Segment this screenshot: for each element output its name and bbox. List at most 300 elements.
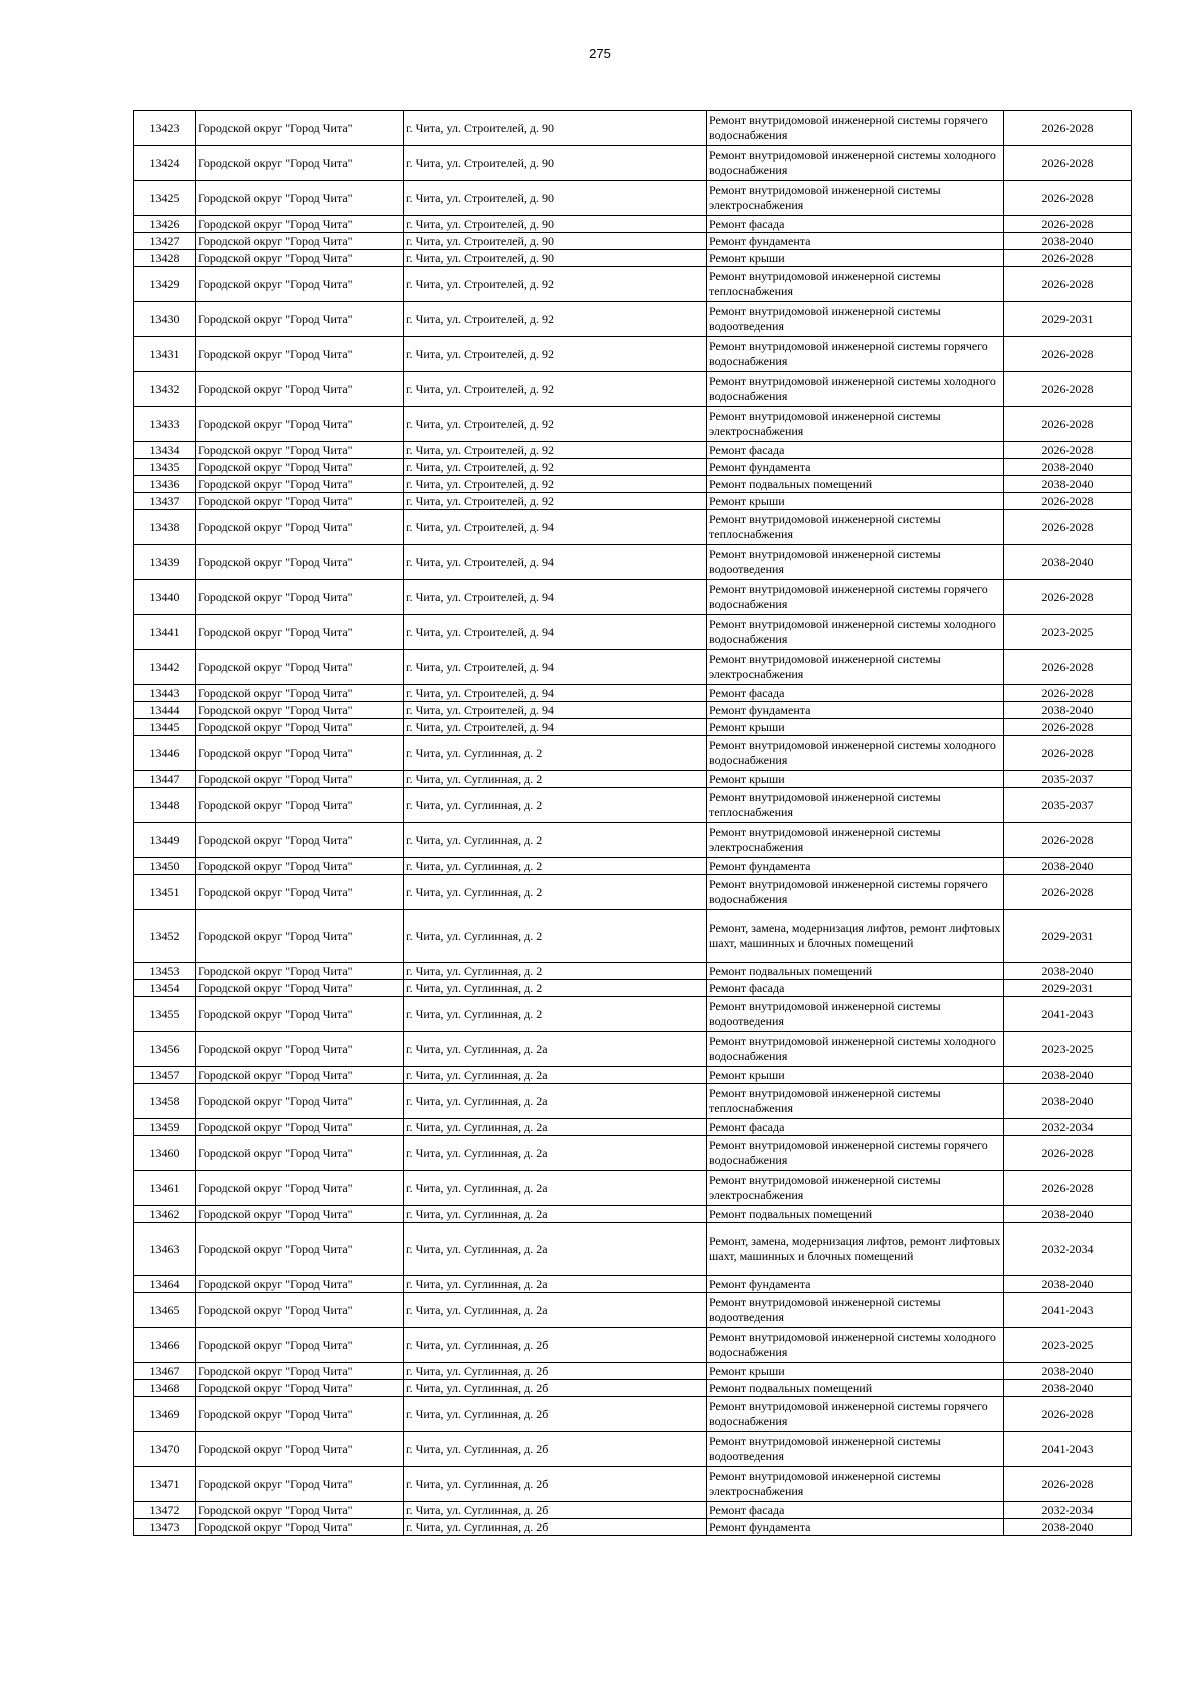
table-row [134, 1136, 1132, 1171]
table-row [134, 875, 1132, 910]
table-row [134, 685, 1132, 702]
period-cell: 2026-2028 [1004, 510, 1132, 545]
row-number: 13462 [134, 1206, 196, 1223]
work-type-cell: Ремонт внутридомовой инженерной системы горячего водоснабжения [707, 1397, 1004, 1432]
work-type-cell: Ремонт внутридомовой инженерной системы холодного водоснабжения [707, 372, 1004, 407]
table-row [134, 1397, 1132, 1432]
address-cell: г. Чита, ул. Суглинная, д. 2б [404, 1363, 707, 1380]
row-number: 13470 [134, 1432, 196, 1467]
row-number: 13453 [134, 963, 196, 980]
period-cell: 2038-2040 [1004, 545, 1132, 580]
work-type-cell: Ремонт внутридомовой инженерной системы электроснабжения [707, 823, 1004, 858]
municipality-cell: Городской округ "Город Чита" [196, 1432, 404, 1467]
work-type-cell: Ремонт внутридомовой инженерной системы холодного водоснабжения [707, 146, 1004, 181]
period-cell: 2035-2037 [1004, 788, 1132, 823]
work-type-cell: Ремонт фасада [707, 685, 1004, 702]
municipality-cell: Городской округ "Город Чита" [196, 1067, 404, 1084]
address-cell: г. Чита, ул. Суглинная, д. 2а [404, 1084, 707, 1119]
table-row [134, 997, 1132, 1032]
address-cell: г. Чита, ул. Суглинная, д. 2а [404, 1223, 707, 1276]
row-number: 13463 [134, 1223, 196, 1276]
period-cell: 2026-2028 [1004, 580, 1132, 615]
municipality-cell: Городской округ "Город Чита" [196, 1519, 404, 1536]
municipality-cell: Городской округ "Город Чита" [196, 1223, 404, 1276]
period-cell: 2026-2028 [1004, 181, 1132, 216]
municipality-cell: Городской округ "Город Чита" [196, 650, 404, 685]
municipality-cell: Городской округ "Город Чита" [196, 476, 404, 493]
table-row [134, 216, 1132, 233]
work-type-cell: Ремонт фасада [707, 1119, 1004, 1136]
table-row [134, 267, 1132, 302]
row-number: 13450 [134, 858, 196, 875]
repair-schedule-body [134, 111, 1132, 1536]
work-type-cell: Ремонт внутридомовой инженерной системы электроснабжения [707, 1171, 1004, 1206]
work-type-cell: Ремонт внутридомовой инженерной системы водоотведения [707, 1432, 1004, 1467]
table-row [134, 1223, 1132, 1276]
row-number: 13430 [134, 302, 196, 337]
municipality-cell: Городской округ "Город Чита" [196, 1328, 404, 1363]
row-number: 13441 [134, 615, 196, 650]
period-cell: 2038-2040 [1004, 233, 1132, 250]
row-number: 13439 [134, 545, 196, 580]
row-number: 13460 [134, 1136, 196, 1171]
table-row [134, 111, 1132, 146]
municipality-cell: Городской округ "Город Чита" [196, 407, 404, 442]
address-cell: г. Чита, ул. Суглинная, д. 2а [404, 1206, 707, 1223]
table-row [134, 1276, 1132, 1293]
period-cell: 2023-2025 [1004, 1032, 1132, 1067]
work-type-cell: Ремонт внутридомовой инженерной системы теплоснабжения [707, 267, 1004, 302]
address-cell: г. Чита, ул. Суглинная, д. 2 [404, 997, 707, 1032]
address-cell: г. Чита, ул. Строителей, д. 94 [404, 702, 707, 719]
municipality-cell: Городской округ "Город Чита" [196, 615, 404, 650]
municipality-cell: Городской округ "Город Чита" [196, 510, 404, 545]
repair-schedule-table [133, 110, 1132, 1536]
table-row [134, 736, 1132, 771]
period-cell: 2026-2028 [1004, 216, 1132, 233]
work-type-cell: Ремонт внутридомовой инженерной системы электроснабжения [707, 407, 1004, 442]
table-row [134, 442, 1132, 459]
work-type-cell: Ремонт подвальных помещений [707, 1206, 1004, 1223]
row-number: 13435 [134, 459, 196, 476]
work-type-cell: Ремонт, замена, модернизация лифтов, ремонт лифтовых шахт, машинных и блочных помещений [707, 910, 1004, 963]
period-cell: 2038-2040 [1004, 1519, 1132, 1536]
row-number: 13458 [134, 1084, 196, 1119]
address-cell: г. Чита, ул. Строителей, д. 94 [404, 510, 707, 545]
address-cell: г. Чита, ул. Суглинная, д. 2а [404, 1276, 707, 1293]
work-type-cell: Ремонт внутридомовой инженерной системы холодного водоснабжения [707, 736, 1004, 771]
table-row [134, 250, 1132, 267]
table-row [134, 1502, 1132, 1519]
table-row [134, 615, 1132, 650]
municipality-cell: Городской округ "Город Чита" [196, 1136, 404, 1171]
table-row [134, 1519, 1132, 1536]
municipality-cell: Городской округ "Город Чита" [196, 216, 404, 233]
table-row [134, 1067, 1132, 1084]
page-number: 275 [589, 46, 611, 61]
work-type-cell: Ремонт внутридомовой инженерной системы горячего водоснабжения [707, 111, 1004, 146]
period-cell: 2035-2037 [1004, 771, 1132, 788]
work-type-cell: Ремонт подвальных помещений [707, 1380, 1004, 1397]
period-cell: 2032-2034 [1004, 1119, 1132, 1136]
table-row [134, 1119, 1132, 1136]
municipality-cell: Городской округ "Город Чита" [196, 233, 404, 250]
municipality-cell: Городской округ "Город Чита" [196, 545, 404, 580]
period-cell: 2026-2028 [1004, 442, 1132, 459]
table-row [134, 476, 1132, 493]
municipality-cell: Городской округ "Город Чита" [196, 685, 404, 702]
period-cell: 2038-2040 [1004, 702, 1132, 719]
table-row [134, 545, 1132, 580]
table-row [134, 1206, 1132, 1223]
address-cell: г. Чита, ул. Суглинная, д. 2а [404, 1067, 707, 1084]
row-number: 13448 [134, 788, 196, 823]
row-number: 13437 [134, 493, 196, 510]
address-cell: г. Чита, ул. Строителей, д. 92 [404, 493, 707, 510]
table-row [134, 1380, 1132, 1397]
address-cell: г. Чита, ул. Суглинная, д. 2б [404, 1432, 707, 1467]
period-cell: 2026-2028 [1004, 407, 1132, 442]
work-type-cell: Ремонт внутридомовой инженерной системы водоотведения [707, 545, 1004, 580]
work-type-cell: Ремонт крыши [707, 1363, 1004, 1380]
period-cell: 2026-2028 [1004, 719, 1132, 736]
address-cell: г. Чита, ул. Строителей, д. 90 [404, 233, 707, 250]
municipality-cell: Городской округ "Город Чита" [196, 1084, 404, 1119]
address-cell: г. Чита, ул. Суглинная, д. 2а [404, 1171, 707, 1206]
row-number: 13447 [134, 771, 196, 788]
municipality-cell: Городской округ "Город Чита" [196, 1032, 404, 1067]
table-row [134, 1293, 1132, 1328]
table-row [134, 1328, 1132, 1363]
work-type-cell: Ремонт фундамента [707, 702, 1004, 719]
address-cell: г. Чита, ул. Суглинная, д. 2а [404, 1136, 707, 1171]
period-cell: 2026-2028 [1004, 1171, 1132, 1206]
table-row [134, 493, 1132, 510]
period-cell: 2023-2025 [1004, 1328, 1132, 1363]
period-cell: 2026-2028 [1004, 146, 1132, 181]
work-type-cell: Ремонт фундамента [707, 459, 1004, 476]
address-cell: г. Чита, ул. Суглинная, д. 2б [404, 1467, 707, 1502]
period-cell: 2038-2040 [1004, 1206, 1132, 1223]
address-cell: г. Чита, ул. Строителей, д. 92 [404, 459, 707, 476]
municipality-cell: Городской округ "Город Чита" [196, 788, 404, 823]
work-type-cell: Ремонт фасада [707, 442, 1004, 459]
table-row [134, 963, 1132, 980]
municipality-cell: Городской округ "Город Чита" [196, 1171, 404, 1206]
period-cell: 2026-2028 [1004, 372, 1132, 407]
table-row [134, 702, 1132, 719]
period-cell: 2029-2031 [1004, 980, 1132, 997]
row-number: 13464 [134, 1276, 196, 1293]
work-type-cell: Ремонт крыши [707, 719, 1004, 736]
municipality-cell: Городской округ "Город Чита" [196, 823, 404, 858]
period-cell: 2026-2028 [1004, 1136, 1132, 1171]
municipality-cell: Городской округ "Город Чита" [196, 459, 404, 476]
row-number: 13425 [134, 181, 196, 216]
table-row [134, 459, 1132, 476]
address-cell: г. Чита, ул. Суглинная, д. 2б [404, 1328, 707, 1363]
municipality-cell: Городской округ "Город Чита" [196, 875, 404, 910]
period-cell: 2041-2043 [1004, 1293, 1132, 1328]
row-number: 13442 [134, 650, 196, 685]
municipality-cell: Городской округ "Город Чита" [196, 963, 404, 980]
municipality-cell: Городской округ "Город Чита" [196, 980, 404, 997]
address-cell: г. Чита, ул. Суглинная, д. 2 [404, 771, 707, 788]
period-cell: 2038-2040 [1004, 1363, 1132, 1380]
address-cell: г. Чита, ул. Строителей, д. 92 [404, 302, 707, 337]
table-row [134, 858, 1132, 875]
municipality-cell: Городской округ "Город Чита" [196, 1276, 404, 1293]
period-cell: 2026-2028 [1004, 875, 1132, 910]
work-type-cell: Ремонт внутридомовой инженерной системы горячего водоснабжения [707, 580, 1004, 615]
table-row [134, 719, 1132, 736]
table-row [134, 510, 1132, 545]
work-type-cell: Ремонт внутридомовой инженерной системы водоотведения [707, 302, 1004, 337]
work-type-cell: Ремонт фасада [707, 1502, 1004, 1519]
address-cell: г. Чита, ул. Суглинная, д. 2 [404, 963, 707, 980]
table-row [134, 372, 1132, 407]
period-cell: 2038-2040 [1004, 459, 1132, 476]
work-type-cell: Ремонт внутридомовой инженерной системы теплоснабжения [707, 1084, 1004, 1119]
table-row [134, 823, 1132, 858]
row-number: 13452 [134, 910, 196, 963]
work-type-cell: Ремонт внутридомовой инженерной системы горячего водоснабжения [707, 337, 1004, 372]
row-number: 13427 [134, 233, 196, 250]
table-row [134, 1467, 1132, 1502]
address-cell: г. Чита, ул. Строителей, д. 94 [404, 650, 707, 685]
municipality-cell: Городской округ "Город Чита" [196, 910, 404, 963]
row-number: 13446 [134, 736, 196, 771]
work-type-cell: Ремонт фундамента [707, 1519, 1004, 1536]
municipality-cell: Городской округ "Город Чита" [196, 736, 404, 771]
table-row [134, 181, 1132, 216]
row-number: 13471 [134, 1467, 196, 1502]
work-type-cell: Ремонт внутридомовой инженерной системы теплоснабжения [707, 510, 1004, 545]
row-number: 13440 [134, 580, 196, 615]
address-cell: г. Чита, ул. Суглинная, д. 2б [404, 1380, 707, 1397]
address-cell: г. Чита, ул. Суглинная, д. 2б [404, 1519, 707, 1536]
address-cell: г. Чита, ул. Суглинная, д. 2б [404, 1397, 707, 1432]
row-number: 13443 [134, 685, 196, 702]
municipality-cell: Городской округ "Город Чита" [196, 442, 404, 459]
municipality-cell: Городской округ "Город Чита" [196, 493, 404, 510]
municipality-cell: Городской округ "Город Чита" [196, 337, 404, 372]
work-type-cell: Ремонт фундамента [707, 858, 1004, 875]
table-row [134, 1171, 1132, 1206]
period-cell: 2038-2040 [1004, 858, 1132, 875]
address-cell: г. Чита, ул. Строителей, д. 90 [404, 111, 707, 146]
address-cell: г. Чита, ул. Суглинная, д. 2а [404, 1293, 707, 1328]
address-cell: г. Чита, ул. Строителей, д. 92 [404, 442, 707, 459]
municipality-cell: Городской округ "Город Чита" [196, 1119, 404, 1136]
municipality-cell: Городской округ "Город Чита" [196, 1380, 404, 1397]
municipality-cell: Городской округ "Город Чита" [196, 1502, 404, 1519]
row-number: 13472 [134, 1502, 196, 1519]
work-type-cell: Ремонт фундамента [707, 233, 1004, 250]
municipality-cell: Городской округ "Город Чита" [196, 267, 404, 302]
table-row [134, 1363, 1132, 1380]
row-number: 13444 [134, 702, 196, 719]
address-cell: г. Чита, ул. Строителей, д. 92 [404, 476, 707, 493]
period-cell: 2023-2025 [1004, 615, 1132, 650]
municipality-cell: Городской округ "Город Чита" [196, 719, 404, 736]
address-cell: г. Чита, ул. Строителей, д. 90 [404, 250, 707, 267]
period-cell: 2032-2034 [1004, 1502, 1132, 1519]
municipality-cell: Городской округ "Город Чита" [196, 702, 404, 719]
row-number: 13451 [134, 875, 196, 910]
municipality-cell: Городской округ "Город Чита" [196, 250, 404, 267]
municipality-cell: Городской округ "Город Чита" [196, 1293, 404, 1328]
row-number: 13456 [134, 1032, 196, 1067]
row-number: 13433 [134, 407, 196, 442]
municipality-cell: Городской округ "Город Чита" [196, 1206, 404, 1223]
work-type-cell: Ремонт подвальных помещений [707, 963, 1004, 980]
row-number: 13429 [134, 267, 196, 302]
row-number: 13465 [134, 1293, 196, 1328]
work-type-cell: Ремонт, замена, модернизация лифтов, ремонт лифтовых шахт, машинных и блочных помещений [707, 1223, 1004, 1276]
row-number: 13449 [134, 823, 196, 858]
municipality-cell: Городской округ "Город Чита" [196, 580, 404, 615]
period-cell: 2029-2031 [1004, 302, 1132, 337]
table-row [134, 910, 1132, 963]
period-cell: 2032-2034 [1004, 1223, 1132, 1276]
period-cell: 2026-2028 [1004, 250, 1132, 267]
row-number: 13459 [134, 1119, 196, 1136]
table-row [134, 788, 1132, 823]
work-type-cell: Ремонт внутридомовой инженерной системы электроснабжения [707, 1467, 1004, 1502]
address-cell: г. Чита, ул. Суглинная, д. 2 [404, 823, 707, 858]
row-number: 13466 [134, 1328, 196, 1363]
work-type-cell: Ремонт фундамента [707, 1276, 1004, 1293]
table-row [134, 980, 1132, 997]
work-type-cell: Ремонт внутридомовой инженерной системы теплоснабжения [707, 788, 1004, 823]
work-type-cell: Ремонт крыши [707, 771, 1004, 788]
address-cell: г. Чита, ул. Строителей, д. 92 [404, 407, 707, 442]
table-row [134, 146, 1132, 181]
period-cell: 2026-2028 [1004, 267, 1132, 302]
work-type-cell: Ремонт крыши [707, 493, 1004, 510]
period-cell: 2026-2028 [1004, 685, 1132, 702]
table-row [134, 1032, 1132, 1067]
address-cell: г. Чита, ул. Суглинная, д. 2 [404, 788, 707, 823]
address-cell: г. Чита, ул. Строителей, д. 94 [404, 719, 707, 736]
period-cell: 2038-2040 [1004, 1276, 1132, 1293]
table-row [134, 302, 1132, 337]
address-cell: г. Чита, ул. Строителей, д. 90 [404, 146, 707, 181]
row-number: 13436 [134, 476, 196, 493]
address-cell: г. Чита, ул. Суглинная, д. 2 [404, 980, 707, 997]
work-type-cell: Ремонт внутридомовой инженерной системы водоотведения [707, 1293, 1004, 1328]
table-row [134, 233, 1132, 250]
row-number: 13461 [134, 1171, 196, 1206]
work-type-cell: Ремонт внутридомовой инженерной системы электроснабжения [707, 181, 1004, 216]
table-row [134, 337, 1132, 372]
row-number: 13423 [134, 111, 196, 146]
address-cell: г. Чита, ул. Строителей, д. 94 [404, 580, 707, 615]
work-type-cell: Ремонт фасада [707, 216, 1004, 233]
address-cell: г. Чита, ул. Строителей, д. 92 [404, 267, 707, 302]
table-row [134, 771, 1132, 788]
work-type-cell: Ремонт фасада [707, 980, 1004, 997]
period-cell: 2026-2028 [1004, 650, 1132, 685]
row-number: 13438 [134, 510, 196, 545]
municipality-cell: Городской округ "Город Чита" [196, 111, 404, 146]
row-number: 13432 [134, 372, 196, 407]
period-cell: 2029-2031 [1004, 910, 1132, 963]
address-cell: г. Чита, ул. Суглинная, д. 2 [404, 875, 707, 910]
work-type-cell: Ремонт внутридомовой инженерной системы электроснабжения [707, 650, 1004, 685]
address-cell: г. Чита, ул. Суглинная, д. 2 [404, 910, 707, 963]
address-cell: г. Чита, ул. Суглинная, д. 2а [404, 1119, 707, 1136]
municipality-cell: Городской округ "Город Чита" [196, 302, 404, 337]
municipality-cell: Городской округ "Город Чита" [196, 997, 404, 1032]
period-cell: 2041-2043 [1004, 997, 1132, 1032]
period-cell: 2026-2028 [1004, 823, 1132, 858]
municipality-cell: Городской округ "Город Чита" [196, 771, 404, 788]
row-number: 13424 [134, 146, 196, 181]
address-cell: г. Чита, ул. Суглинная, д. 2а [404, 1032, 707, 1067]
address-cell: г. Чита, ул. Строителей, д. 90 [404, 216, 707, 233]
period-cell: 2041-2043 [1004, 1432, 1132, 1467]
work-type-cell: Ремонт внутридомовой инженерной системы водоотведения [707, 997, 1004, 1032]
municipality-cell: Городской округ "Город Чита" [196, 1467, 404, 1502]
municipality-cell: Городской округ "Город Чита" [196, 146, 404, 181]
work-type-cell: Ремонт внутридомовой инженерной системы холодного водоснабжения [707, 615, 1004, 650]
municipality-cell: Городской округ "Город Чита" [196, 858, 404, 875]
address-cell: г. Чита, ул. Суглинная, д. 2б [404, 1502, 707, 1519]
work-type-cell: Ремонт внутридомовой инженерной системы горячего водоснабжения [707, 1136, 1004, 1171]
period-cell: 2038-2040 [1004, 1084, 1132, 1119]
work-type-cell: Ремонт внутридомовой инженерной системы горячего водоснабжения [707, 875, 1004, 910]
period-cell: 2026-2028 [1004, 493, 1132, 510]
row-number: 13454 [134, 980, 196, 997]
period-cell: 2026-2028 [1004, 736, 1132, 771]
period-cell: 2038-2040 [1004, 476, 1132, 493]
row-number: 13428 [134, 250, 196, 267]
row-number: 13455 [134, 997, 196, 1032]
municipality-cell: Городской округ "Город Чита" [196, 1397, 404, 1432]
address-cell: г. Чита, ул. Суглинная, д. 2 [404, 736, 707, 771]
row-number: 13473 [134, 1519, 196, 1536]
period-cell: 2026-2028 [1004, 337, 1132, 372]
address-cell: г. Чита, ул. Строителей, д. 90 [404, 181, 707, 216]
address-cell: г. Чита, ул. Строителей, д. 92 [404, 337, 707, 372]
period-cell: 2026-2028 [1004, 1397, 1132, 1432]
row-number: 13457 [134, 1067, 196, 1084]
row-number: 13469 [134, 1397, 196, 1432]
table-row [134, 1084, 1132, 1119]
table-row [134, 650, 1132, 685]
table-row [134, 580, 1132, 615]
work-type-cell: Ремонт внутридомовой инженерной системы холодного водоснабжения [707, 1032, 1004, 1067]
municipality-cell: Городской округ "Город Чита" [196, 1363, 404, 1380]
address-cell: г. Чита, ул. Суглинная, д. 2 [404, 858, 707, 875]
period-cell: 2038-2040 [1004, 963, 1132, 980]
address-cell: г. Чита, ул. Строителей, д. 94 [404, 685, 707, 702]
period-cell: 2038-2040 [1004, 1067, 1132, 1084]
table-row [134, 1432, 1132, 1467]
period-cell: 2026-2028 [1004, 1467, 1132, 1502]
work-type-cell: Ремонт крыши [707, 1067, 1004, 1084]
work-type-cell: Ремонт внутридомовой инженерной системы холодного водоснабжения [707, 1328, 1004, 1363]
row-number: 13426 [134, 216, 196, 233]
address-cell: г. Чита, ул. Строителей, д. 92 [404, 372, 707, 407]
row-number: 13467 [134, 1363, 196, 1380]
row-number: 13434 [134, 442, 196, 459]
period-cell: 2026-2028 [1004, 111, 1132, 146]
address-cell: г. Чита, ул. Строителей, д. 94 [404, 615, 707, 650]
table-row [134, 407, 1132, 442]
